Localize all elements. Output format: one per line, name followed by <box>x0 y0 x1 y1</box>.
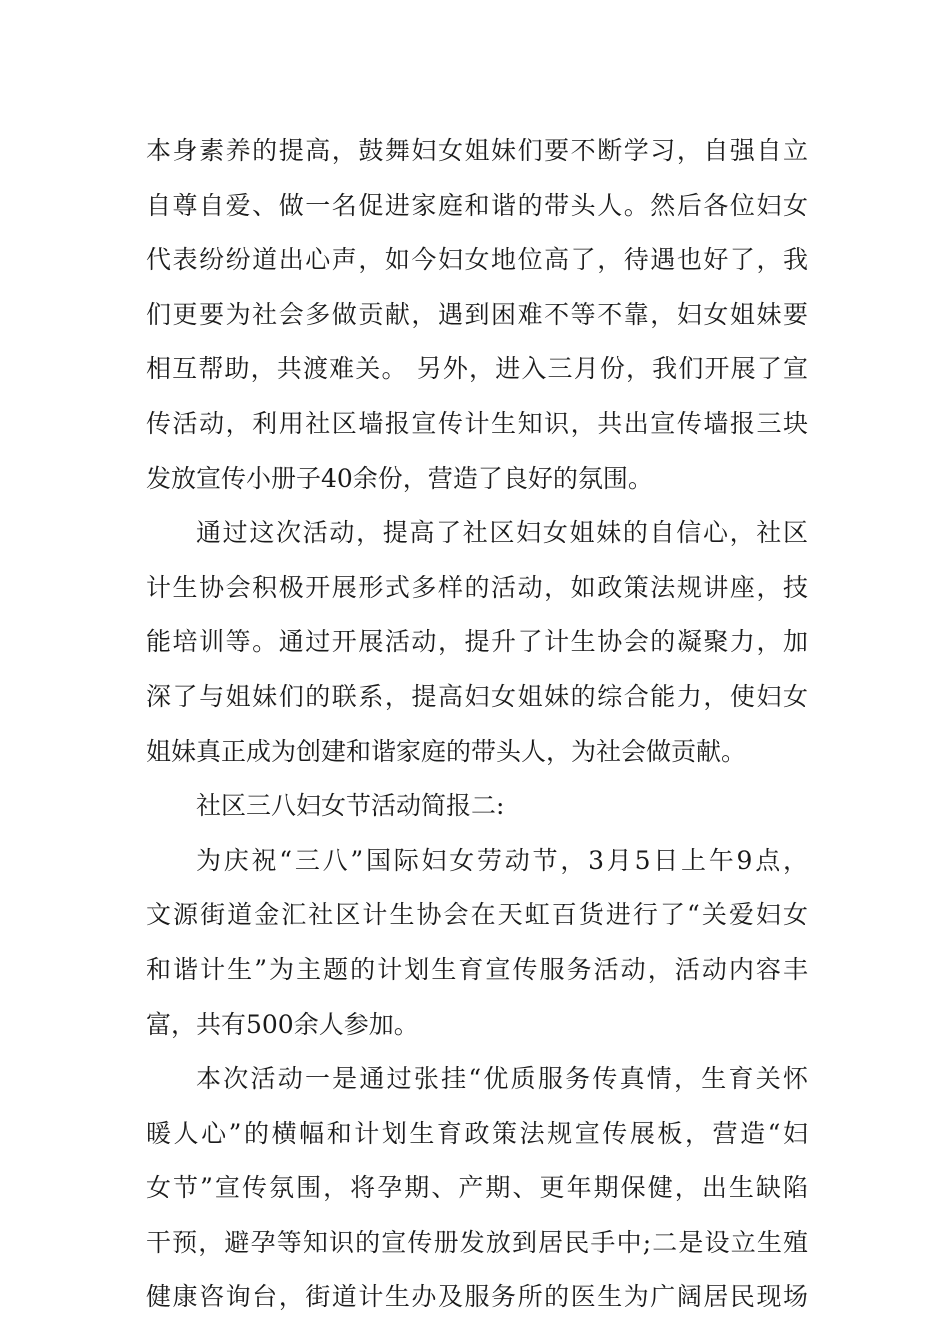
text-line: 相互帮助，共渡难关。 另外，进入三月份，我们开展了宣 <box>146 354 808 384</box>
text-line: 代表纷纷道出心声，如今妇女地位高了，待遇也好了，我 <box>146 245 808 275</box>
text-line: 自尊自爱、做一名促进家庭和谐的带头人。然后各位妇女 <box>146 190 808 220</box>
paragraph-first-line: 为庆祝“三八”国际妇女劳动节，3月5日上午9点， <box>196 845 808 875</box>
text-line: 们更要为社会多做贡献，遇到困难不等不靠，妇女姐妹要 <box>146 299 808 329</box>
paragraph-first-line: 通过这次活动，提高了社区妇女姐妹的自信心，社区 <box>196 518 808 548</box>
text-line: 能培训等。通过开展活动，提升了计生协会的凝聚力，加 <box>146 627 808 657</box>
text-line: 富，共有500余人参加。 <box>146 1009 419 1039</box>
text-line: 和谐计生”为主题的计划生育宣传服务活动，活动内容丰 <box>146 954 808 984</box>
text-line: 姐妹真正成为创建和谐家庭的带头人，为社会做贡献。 <box>146 736 747 766</box>
text-line: 传活动，利用社区墙报宣传计生知识，共出宣传墙报三块 <box>146 408 808 438</box>
text-line: 发放宣传小册子40余份，营造了良好的氛围。 <box>146 463 653 493</box>
document-body <box>146 124 808 1325</box>
text-line: 深了与姐妹们的联系，提高妇女姐妹的综合能力，使妇女 <box>146 681 808 711</box>
section-heading: 社区三八妇女节活动简报二: <box>196 791 505 821</box>
paragraph-first-line: 本次活动一是通过张挂“优质服务传真情，生育关怀 <box>196 1064 808 1094</box>
text-line: 本身素养的提高，鼓舞妇女姐妹们要不断学习，自强自立 <box>146 136 808 165</box>
text-line: 健康咨询台，街道计生办及服务所的医生为广阔居民现场 <box>146 1282 808 1312</box>
text-line: 暖人心”的横幅和计划生育政策法规宣传展板，营造“妇 <box>146 1118 808 1148</box>
text-line: 干预，避孕等知识的宣传册发放到居民手中;二是设立生殖 <box>146 1227 808 1257</box>
text-line: 文源街道金汇社区计生协会在天虹百货进行了“关爱妇女 <box>146 900 808 930</box>
text-line: 计生协会积极开展形式多样的活动，如政策法规讲座，技 <box>146 572 808 602</box>
text-line: 女节”宣传氛围，将孕期、产期、更年期保健，出生缺陷 <box>146 1173 808 1203</box>
